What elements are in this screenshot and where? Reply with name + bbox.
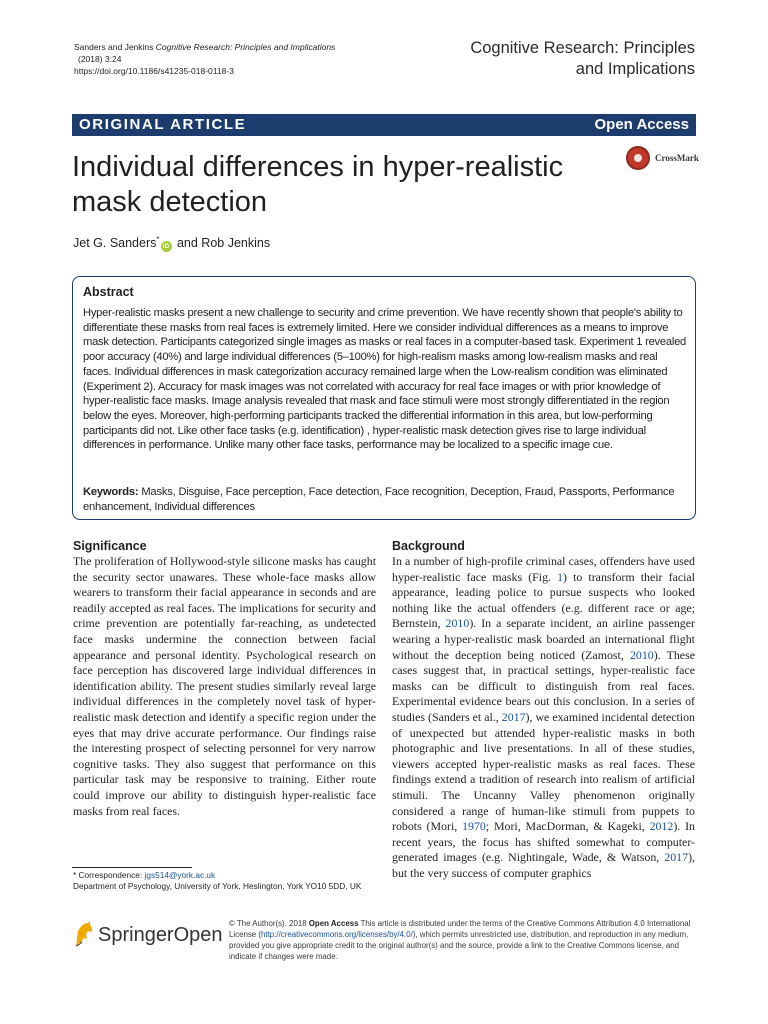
open-access-label: Open Access [594,116,689,133]
publisher-suffix: Open [173,924,223,946]
crossmark-badge[interactable] [626,146,700,172]
footnote-divider [72,867,192,868]
reference-link[interactable]: 1 [557,569,564,584]
crossmark-icon [626,146,650,170]
background-text-segment: ). In a separate incident, an airline passenger wearing a hyper-realistic mask boarded an international flight without the deception being noticed (Zamost, [392,616,695,662]
license-prefix: © The Author(s). 2018 [229,919,309,928]
publisher-name: SpringerOpen [98,924,223,946]
license-text2: ), which permits unrestricted use, distribution, and reproduction in any medium, provided you give appropriate credit to the original author(s) and the source, provide a link to the Creative Commons license, and indicate if changes were made. [229,930,689,961]
license-text [229,918,697,962]
citation-block [74,41,404,78]
abstract-text: Hyper-realistic masks present a new challenge to security and crime prevention. We have recently shown that people's ability to differentiate these masks from real faces is extremely limited. Here we consider individual differences as a means to improve mask detection. Participants categorized single images as masks or real faces in a computer-based task. Experiment 1 revealed poor accuracy (40%) and large individual differences (5–100%) for high-realism masks among low-realism masks and real faces. Individual differences in mask categorization accuracy remained large when the Low-realism condition was eliminated (Experiment 2). Accuracy for mask images was not correlated with accuracy for real face images or with prior knowledge of hyper-realistic face masks. Image analysis revealed that mask and face stimuli were most strongly differentiated in the region below the eyes. Moreover, high-performing participants tracked the differential information in this area, but low-performing participants did not. Like other face tasks (e.g. identification) , hyper-realistic mask detection gives rise to large individual differences in performance. Unlike many other face tasks, performance may be localized to a specific image cue. [83,307,687,452]
background-text-segment: ). In recent years, the focus has shifted somewhat to computer-generated images (e.g. Nightingale, Wade, & Watson, [392,819,696,865]
reference-link[interactable]: 2017 [501,709,526,724]
background-text-segment: ), but the very success of computer graphics [392,850,695,880]
article-title [72,150,612,220]
article-title-line2: mask detection [72,186,268,218]
journal-name-line2: and Implications [575,60,695,78]
corresponding-mark: * [156,235,160,244]
footnote [73,870,373,893]
citation-journal: Cognitive Research: Principles and Implications [155,42,336,52]
citation-doi[interactable]: https://doi.org/10.1186/s41235-018-0118-3 [74,66,234,77]
background-text-segment: ). These cases suggest that, in practical settings, hyper-realistic face masks can be difficult to distinguish from real faces. Experimental evidence bears out this conclusion. In a series of studies (Sanders et al., [392,647,695,724]
license-text1: This article is distributed under the terms of the Creative Commons Attribution 4.0 International License ( [229,919,691,939]
abstract-heading: Abstract [83,285,134,299]
background-heading: Background [392,539,465,553]
abstract-box [72,276,696,520]
reference-link[interactable]: 2012 [649,819,674,834]
background-text-segment: ) to transform their facial appearance, leading police to pursue suspects who looked nothing like the actual offenders (e.g. different race or age; Bernstein, [392,569,695,631]
correspondence-label: * Correspondence: [73,870,145,880]
significance-text: The proliferation of Hollywood-style silicone masks has caught the security sector unawares. These whole-face masks allow wearers to transform their facial appearance in seconds and are readily accepted as real faces. The implications for security and crime prevention are potentially far-reaching, as undetected face masks undermine the connection between facial appearance and personal identity. Psychological research on face perception has discovered large individual differences in identification ability. The present studies similarly reveal large individual differences in the completely novel task of hyper-realistic mask detection and identify a specific region under the eyes that may drive accurate performance. Our findings raise the interesting prospect of selecting personnel for very narrow cognitive tasks. They also suggest that performance on this particular task may be responsive to training. Either route could improve our ability to distinguish hyper-realistic face masks from real faces. [73,554,376,818]
license-url[interactable]: http://creativecommons.org/licenses/by/4.0/ [261,930,413,939]
significance-heading: Significance [73,539,147,553]
keywords-list: Masks, Disguise, Face perception, Face detection, Face recognition, Deception, Fraud, Passports, Performance enhancement, Individual differences [83,486,675,513]
background-text-segment: ; Mori, MacDorman, & Kageki, [485,819,650,834]
background-text [392,554,695,881]
orcid-icon[interactable]: iD [161,241,172,252]
reference-link[interactable]: 2017 [664,850,689,865]
author-name[interactable]: Jet G. Sanders [73,236,157,251]
citation-authors: Sanders and Jenkins [74,42,154,52]
background-text-segment: ), we examined incidental detection of unexpected but attended hyper-realistic masks in both photographic and live presentations. In all of these studies, viewers accepted hyper-realistic masks as real faces. These findings extend a tradition of research into realism of artificial stimuli. The Uncanny Valley phenomenon originally considered a range of human-like stimuli from puppets to robots (Mori, [392,709,696,834]
reference-link[interactable]: 1970 [462,819,486,834]
keywords-label: Keywords: [83,486,139,498]
article-type-label: ORIGINAL ARTICLE [79,116,247,133]
citation-year: (2018) 3:24 [78,54,122,65]
crossmark-label: CrossMark [655,153,699,163]
reference-link[interactable]: 2010 [445,616,470,631]
license-open-access: Open Access [308,919,359,928]
springer-horse-icon [72,920,94,948]
article-title-line1: Individual differences in hyper-realistic [72,151,564,183]
correspondence-email[interactable]: jgs514@york.ac.uk [144,870,216,880]
journal-name-line1: Cognitive Research: Principles [470,39,695,57]
journal-name [435,38,695,80]
author-join: and Rob Jenkins [173,236,271,251]
keywords [83,485,687,515]
reference-link[interactable]: 2010 [629,647,654,662]
author-list [73,232,270,252]
affiliation: Department of Psychology, University of York, Heslington, York YO10 5DD, UK [73,881,362,892]
article-type-banner [72,114,696,136]
springer-open-logo [72,918,222,952]
background-text-segment: In a number of high-profile criminal cases, offenders have used hyper-realistic face masks (Fig. [392,554,695,584]
